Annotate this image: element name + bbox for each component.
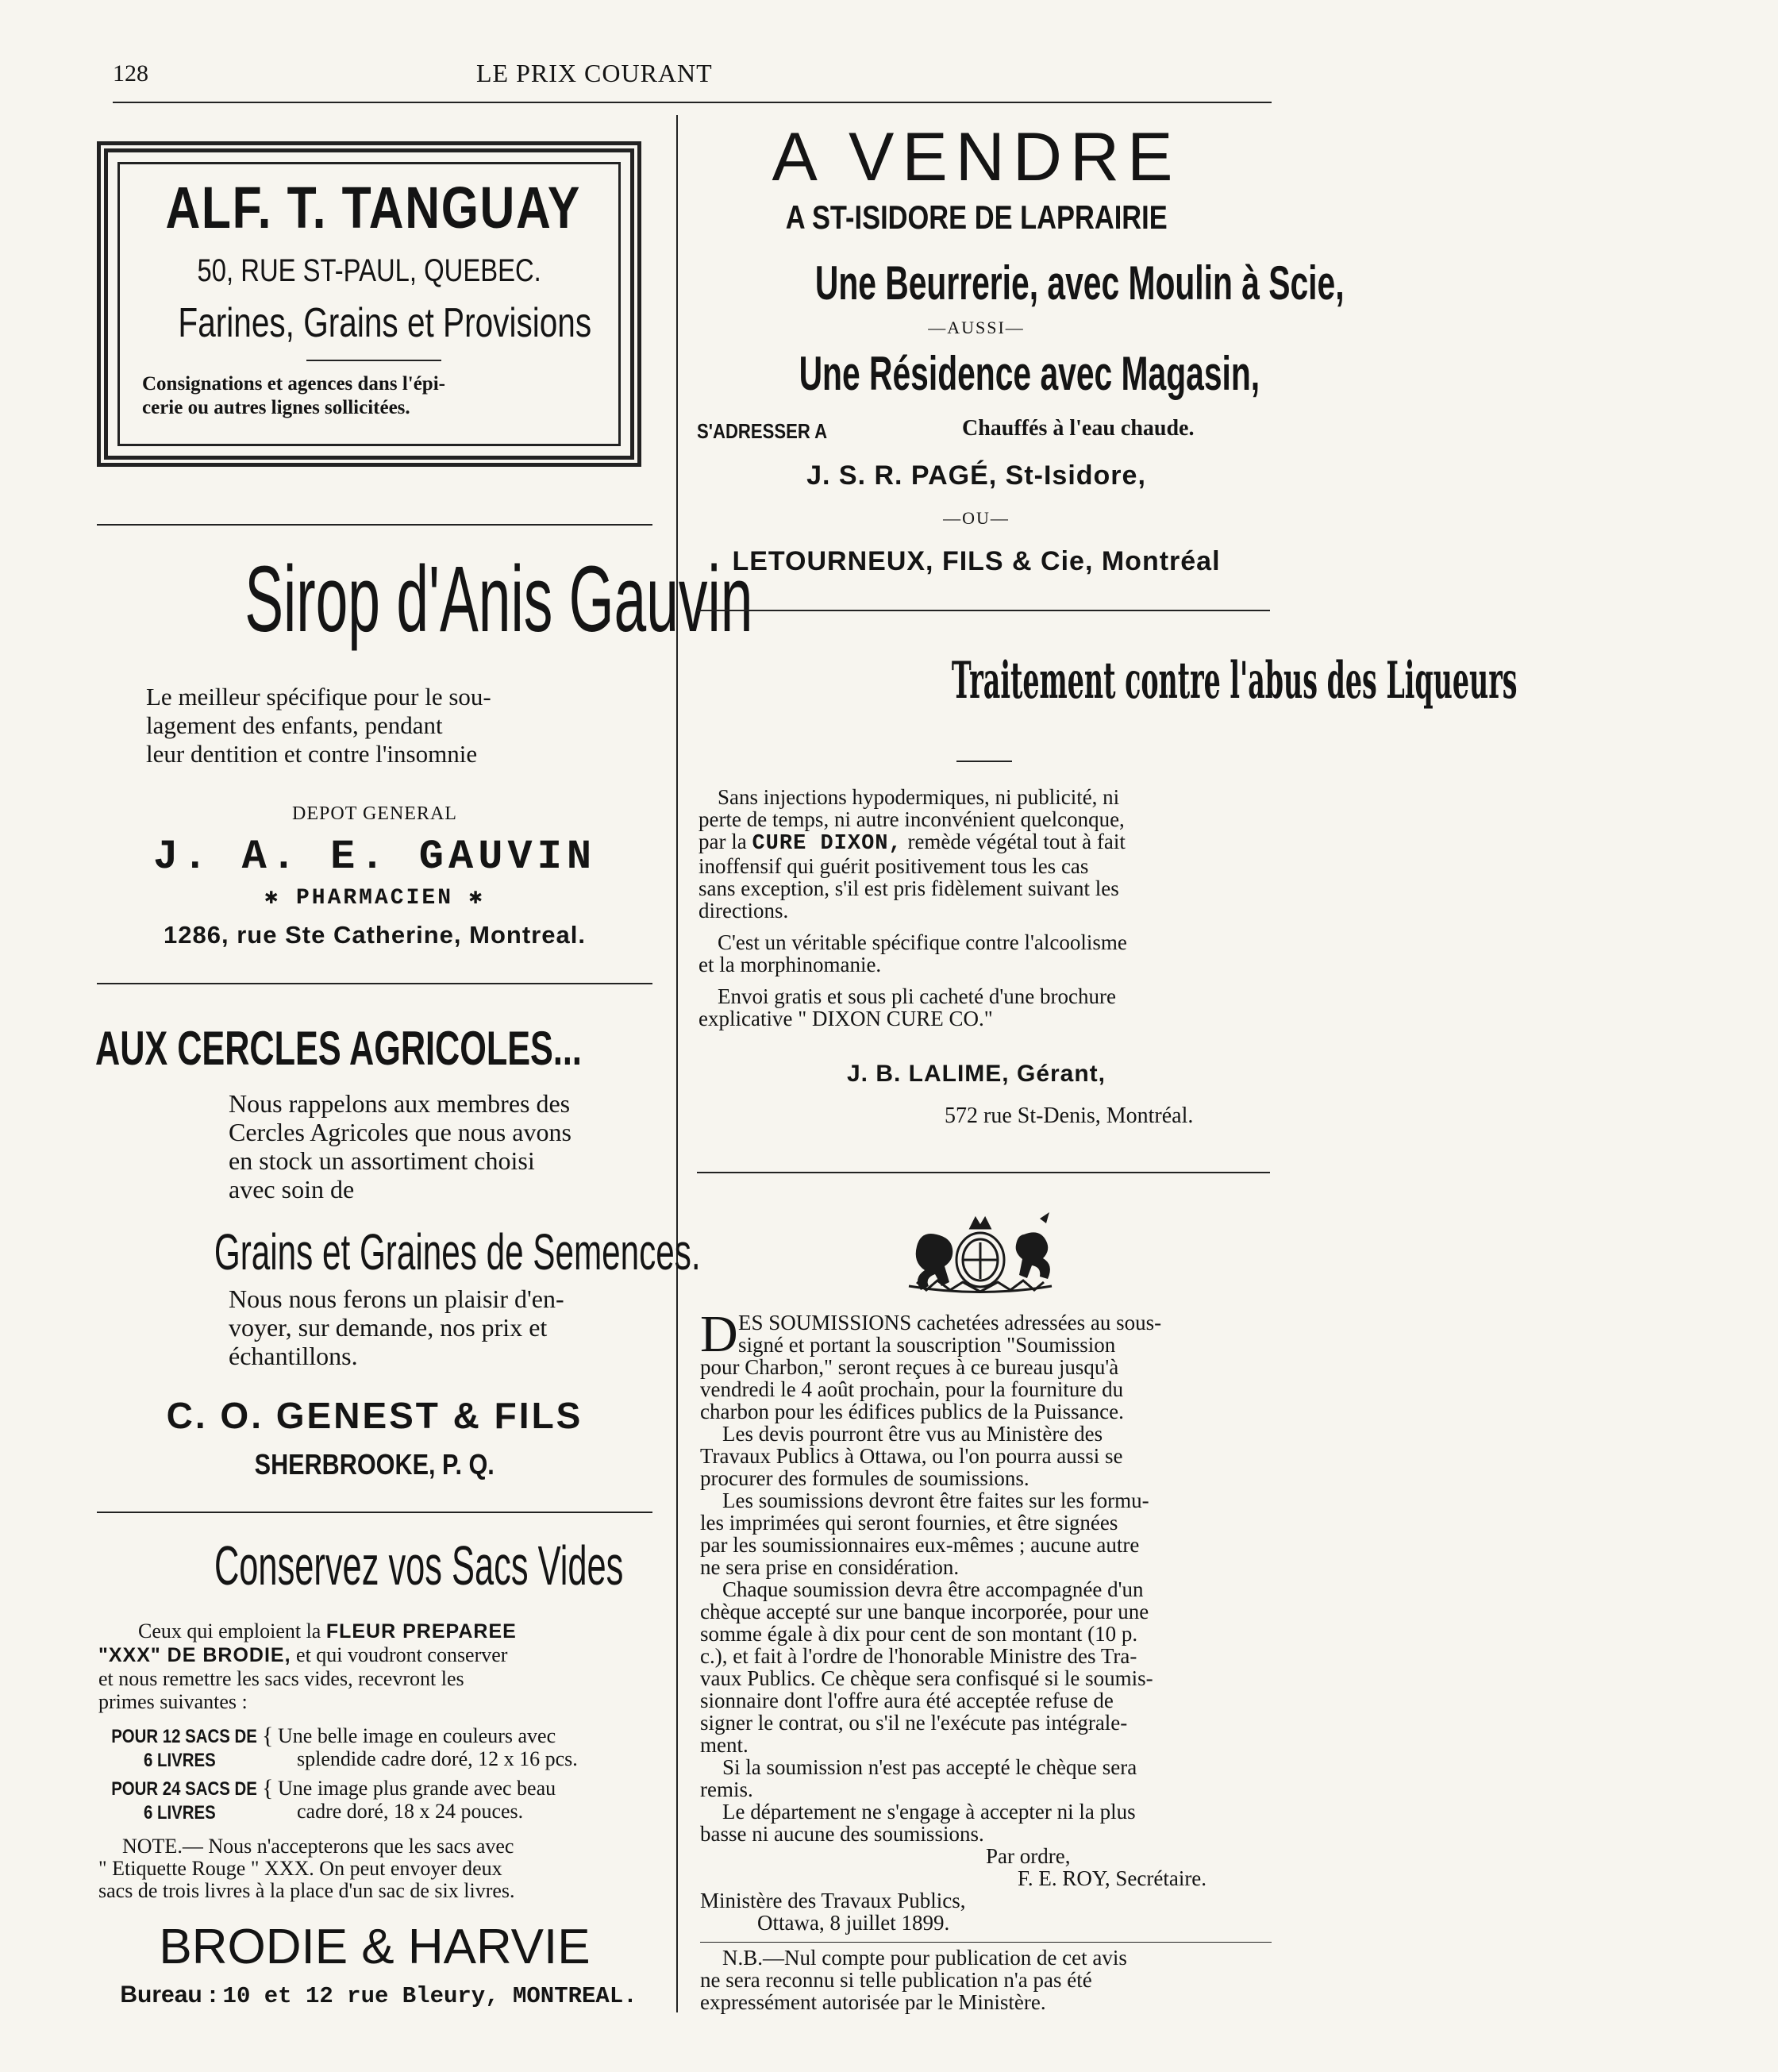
soumissions-line22: remis. (700, 1777, 753, 1801)
dixon-p1-line3-c: remède végétal tout à fait (907, 830, 1126, 853)
cercles-title: AUX CERCLES AGRICOLES... (95, 1022, 582, 1075)
vendre-item1: Une Beurrerie, avec Moulin à Scie, (814, 256, 1345, 310)
vendre-title: A VENDRE (772, 119, 1181, 195)
tanguay-note-line2: cerie ou autres lignes sollicitées. (142, 397, 410, 418)
soumissions-line12: ne sera prise en considération. (700, 1555, 960, 1579)
brodie-line2-a: "XXX" DE BRODIE, (98, 1644, 291, 1666)
tanguay-rule (306, 360, 441, 361)
dixon-p3-line1: Envoi gratis et sous pli cacheté d'une brochure (718, 984, 1116, 1008)
soumissions-line5: charbon pour les édifices publics de la Puissance. (700, 1400, 1124, 1423)
vendre-item2: Une Résidence avec Magasin, (799, 347, 1260, 400)
separator-r1 (697, 610, 1270, 611)
gauvin-role: ✱ PHARMACIEN ✱ (264, 886, 485, 911)
soumissions-line24: basse ni aucune des soumissions. (700, 1822, 984, 1846)
soumissions-par-ordre: Par ordre, (986, 1844, 1071, 1868)
brodie-note-line2: " Etiquette Rouge " XXX. On peut envoyer deux (98, 1857, 502, 1880)
tanguay-ad (117, 162, 621, 446)
vendre-contact1: J. S. R. PAGÉ, St-Isidore, (806, 460, 1146, 491)
soumissions-line8: procurer des formules de soumissions. (700, 1466, 1029, 1490)
vendre-aussi: —AUSSI— (928, 318, 1025, 337)
brodie-offer2-right-a: Une image plus grande avec beau (278, 1777, 556, 1800)
tanguay-address: 50, RUE ST-PAUL, QUEBEC. (197, 253, 541, 288)
soumissions-line4: vendredi le 4 août prochain, pour la fourniture du (700, 1377, 1124, 1401)
soumissions-line20: ment. (700, 1733, 749, 1757)
dixon-p1-line2: perte de temps, ni autre inconvénient quelconque, (698, 807, 1125, 831)
cercles-company: C. O. GENEST & FILS (166, 1395, 583, 1436)
vendre-ou: —OU— (943, 508, 1010, 528)
brodie-title: Conservez vos Sacs Vides (214, 1535, 624, 1596)
dixon-p1-line4: inoffensif qui guérit positivement tous les cas (698, 854, 1089, 878)
brodie-line4: primes suivantes : (98, 1690, 248, 1713)
brodie-bureau-address: 10 et 12 rue Bleury, MONTREAL. (222, 1983, 637, 2009)
separator-1 (97, 524, 652, 526)
brodie-offer1-right-a: Une belle image en couleurs avec (278, 1724, 556, 1747)
tanguay-note-line1: Consignations et agences dans l'épi- (142, 373, 445, 395)
brodie-line2-b: et qui voudront conserver (296, 1643, 508, 1666)
brodie-offer2-right-b: cadre doré, 18 x 24 pouces. (297, 1800, 524, 1823)
page-number: 128 (113, 60, 148, 87)
cercles-p1-line2: Cercles Agricoles que nous avons (229, 1118, 572, 1146)
soumissions-line3: pour Charbon," seront reçues à ce bureau jusqu'à (700, 1355, 1119, 1379)
dixon-p1-line5: sans exception, s'il est pris fidèlement suivant les (698, 876, 1119, 900)
brodie-line1-b: FLEUR PREPAREE (325, 1620, 517, 1643)
journal-title: LE PRIX COURANT (476, 59, 713, 87)
royal-coat-of-arms-icon (861, 1211, 1099, 1298)
brodie-offer1-left-a: POUR 12 SACS DE (111, 1726, 257, 1747)
gauvin-name: J. A. E. GAUVIN (152, 834, 597, 880)
gauvin-title: Sirop d'Anis Gauvin (244, 547, 753, 652)
dixon-manager: J. B. LALIME, Gérant, (846, 1061, 1106, 1087)
brodie-offer1-left-b: 6 LIVRES (144, 1750, 216, 1771)
gauvin-address: 1286, rue Ste Catherine, Montreal. (164, 921, 586, 949)
vendre-chauffes: Chauffés à l'eau chaude. (962, 416, 1195, 441)
tanguay-products: Farines, Grains et Provisions (178, 300, 592, 346)
gauvin-desc-line1: Le meilleur spécifique pour le sou- (146, 683, 491, 711)
soumissions-line1: ES SOUMISSIONS cachetées adressées au sous- (738, 1311, 1162, 1334)
separator-3 (97, 1512, 652, 1513)
brodie-note-line3: sacs de trois livres à la place d'un sac de six livres. (98, 1879, 515, 1902)
brodie-bureau-label: Bureau : (120, 1981, 217, 2008)
soumissions-line7: Travaux Publics à Ottawa, ou l'on pourra aussi se (700, 1444, 1123, 1468)
separator-2 (97, 983, 652, 984)
brodie-offer1-right-b: splendide cadre doré, 12 x 16 pcs. (297, 1747, 578, 1770)
cercles-city: SHERBROOKE, P. Q. (254, 1448, 495, 1481)
cercles-p2-line3: échantillons. (229, 1342, 358, 1370)
soumissions-notice (700, 1311, 1272, 1934)
dixon-p1-line6: directions. (698, 899, 789, 922)
soumissions-line23: Le département ne s'engage à accepter ni la plus (722, 1800, 1136, 1824)
cercles-p2-line1: Nous nous ferons un plaisir d'en- (229, 1284, 564, 1313)
soumissions-signature: F. E. ROY, Secrétaire. (1018, 1866, 1207, 1890)
soumissions-drop-cap: D (700, 1305, 738, 1363)
separator-r2 (697, 1172, 1270, 1173)
soumissions-nb-line2: ne sera reconnu si telle publication n'a pas été (700, 1968, 1092, 1992)
cercles-p1-line4: avec soin de (229, 1175, 355, 1204)
soumissions-date: Ottawa, 8 juillet 1899. (757, 1911, 950, 1935)
gauvin-desc-line3: leur dentition et contre l'insomnie (146, 740, 478, 768)
dixon-address: 572 rue St-Denis, Montréal. (945, 1103, 1194, 1128)
brodie-line1-a: Ceux qui emploient la (138, 1619, 321, 1643)
vendre-location: A ST-ISIDORE DE LAPRAIRIE (785, 198, 1168, 236)
cercles-p2-line2: voyer, sur demande, nos prix et (229, 1313, 548, 1342)
soumissions-line6: Les devis pourront être vus au Ministère des (722, 1422, 1103, 1446)
soumissions-nb-line3: expressément autorisée par le Ministère. (700, 1990, 1046, 2014)
soumissions-line18: sionnaire dont l'offre aura été acceptée refuse de (700, 1689, 1114, 1712)
header-rule (113, 102, 1272, 103)
dixon-p1-line3-a: par la (698, 830, 747, 853)
cercles-subtitle: Grains et Graines de Semences. (214, 1223, 701, 1281)
separator-r3 (700, 1942, 1272, 1943)
dixon-p2-line2: et la morphinomanie. (698, 953, 882, 976)
dixon-p1-line1: Sans injections hypodermiques, ni publicité, ni (718, 785, 1120, 809)
soumissions-ministere: Ministère des Travaux Publics, (700, 1889, 966, 1912)
cercles-ad (95, 1021, 771, 1076)
soumissions-nb-line1: N.B.—Nul compte pour publication de cet avis (722, 1946, 1127, 1970)
cercles-p1-line1: Nous rappelons aux membres des (229, 1089, 571, 1118)
soumissions-line11: par les soumissionnaires eux-mêmes ; aucune autre (700, 1533, 1140, 1557)
soumissions-line19: signer le contrat, ou s'il ne l'exécute pas intégrale- (700, 1711, 1128, 1735)
brodie-note-line1: NOTE.— Nous n'accepterons que les sacs avec (122, 1835, 514, 1858)
soumissions-line13: Chaque soumission devra être accompagnée d'un (722, 1577, 1144, 1601)
soumissions-line15: somme égale à dix pour cent de son montant (10 p. (700, 1622, 1138, 1646)
brodie-company: BRODIE & HARVIE (159, 1920, 591, 1974)
soumissions-line21: Si la soumission n'est pas accepté le chèque sera (722, 1755, 1137, 1779)
soumissions-line14: chèque accepté sur une banque incorporée, pour une (700, 1600, 1149, 1623)
dixon-p2-line1: C'est un véritable spécifique contre l'alcoolisme (718, 930, 1127, 954)
soumissions-line2: signé et portant la souscription "Soumission (738, 1333, 1116, 1357)
cercles-p1-line3: en stock un assortiment choisi (229, 1146, 535, 1175)
dixon-rule (956, 761, 1012, 762)
soumissions-line10: les imprimées qui seront fournies, et être signées (700, 1511, 1118, 1535)
tanguay-ad-frame (97, 141, 641, 467)
gauvin-ad (89, 540, 753, 659)
soumissions-line17: vaux Publics. Ce chèque sera confisqué si le soumis- (700, 1666, 1153, 1690)
tanguay-name: ALF. T. TANGUAY (165, 175, 582, 241)
vendre-adresser: S'ADRESSER A (697, 419, 828, 443)
brodie-offer2-left-a: POUR 24 SACS DE (111, 1778, 257, 1800)
soumissions-line16: c.), et fait à l'ordre de l'honorable Ministre des Tra- (700, 1644, 1137, 1668)
gauvin-depot: DEPOT GENERAL (292, 803, 457, 824)
brodie-offer2-left-b: 6 LIVRES (144, 1802, 216, 1824)
vendre-contact2: LETOURNEUX, FILS & Cie, Montréal (732, 546, 1221, 576)
dixon-title: Traitement contre l'abus des Liqueurs (951, 651, 1518, 711)
soumissions-line9: Les soumissions devront être faites sur les formu- (722, 1489, 1149, 1512)
dixon-p1-line3-b: CURE DIXON, (752, 832, 902, 856)
gauvin-desc-line2: lagement des enfants, pendant (146, 711, 443, 739)
brodie-line3: et nous remettre les sacs vides, recevront les (98, 1667, 464, 1690)
dixon-p3-line2: explicative " DIXON CURE CO." (698, 1007, 993, 1030)
